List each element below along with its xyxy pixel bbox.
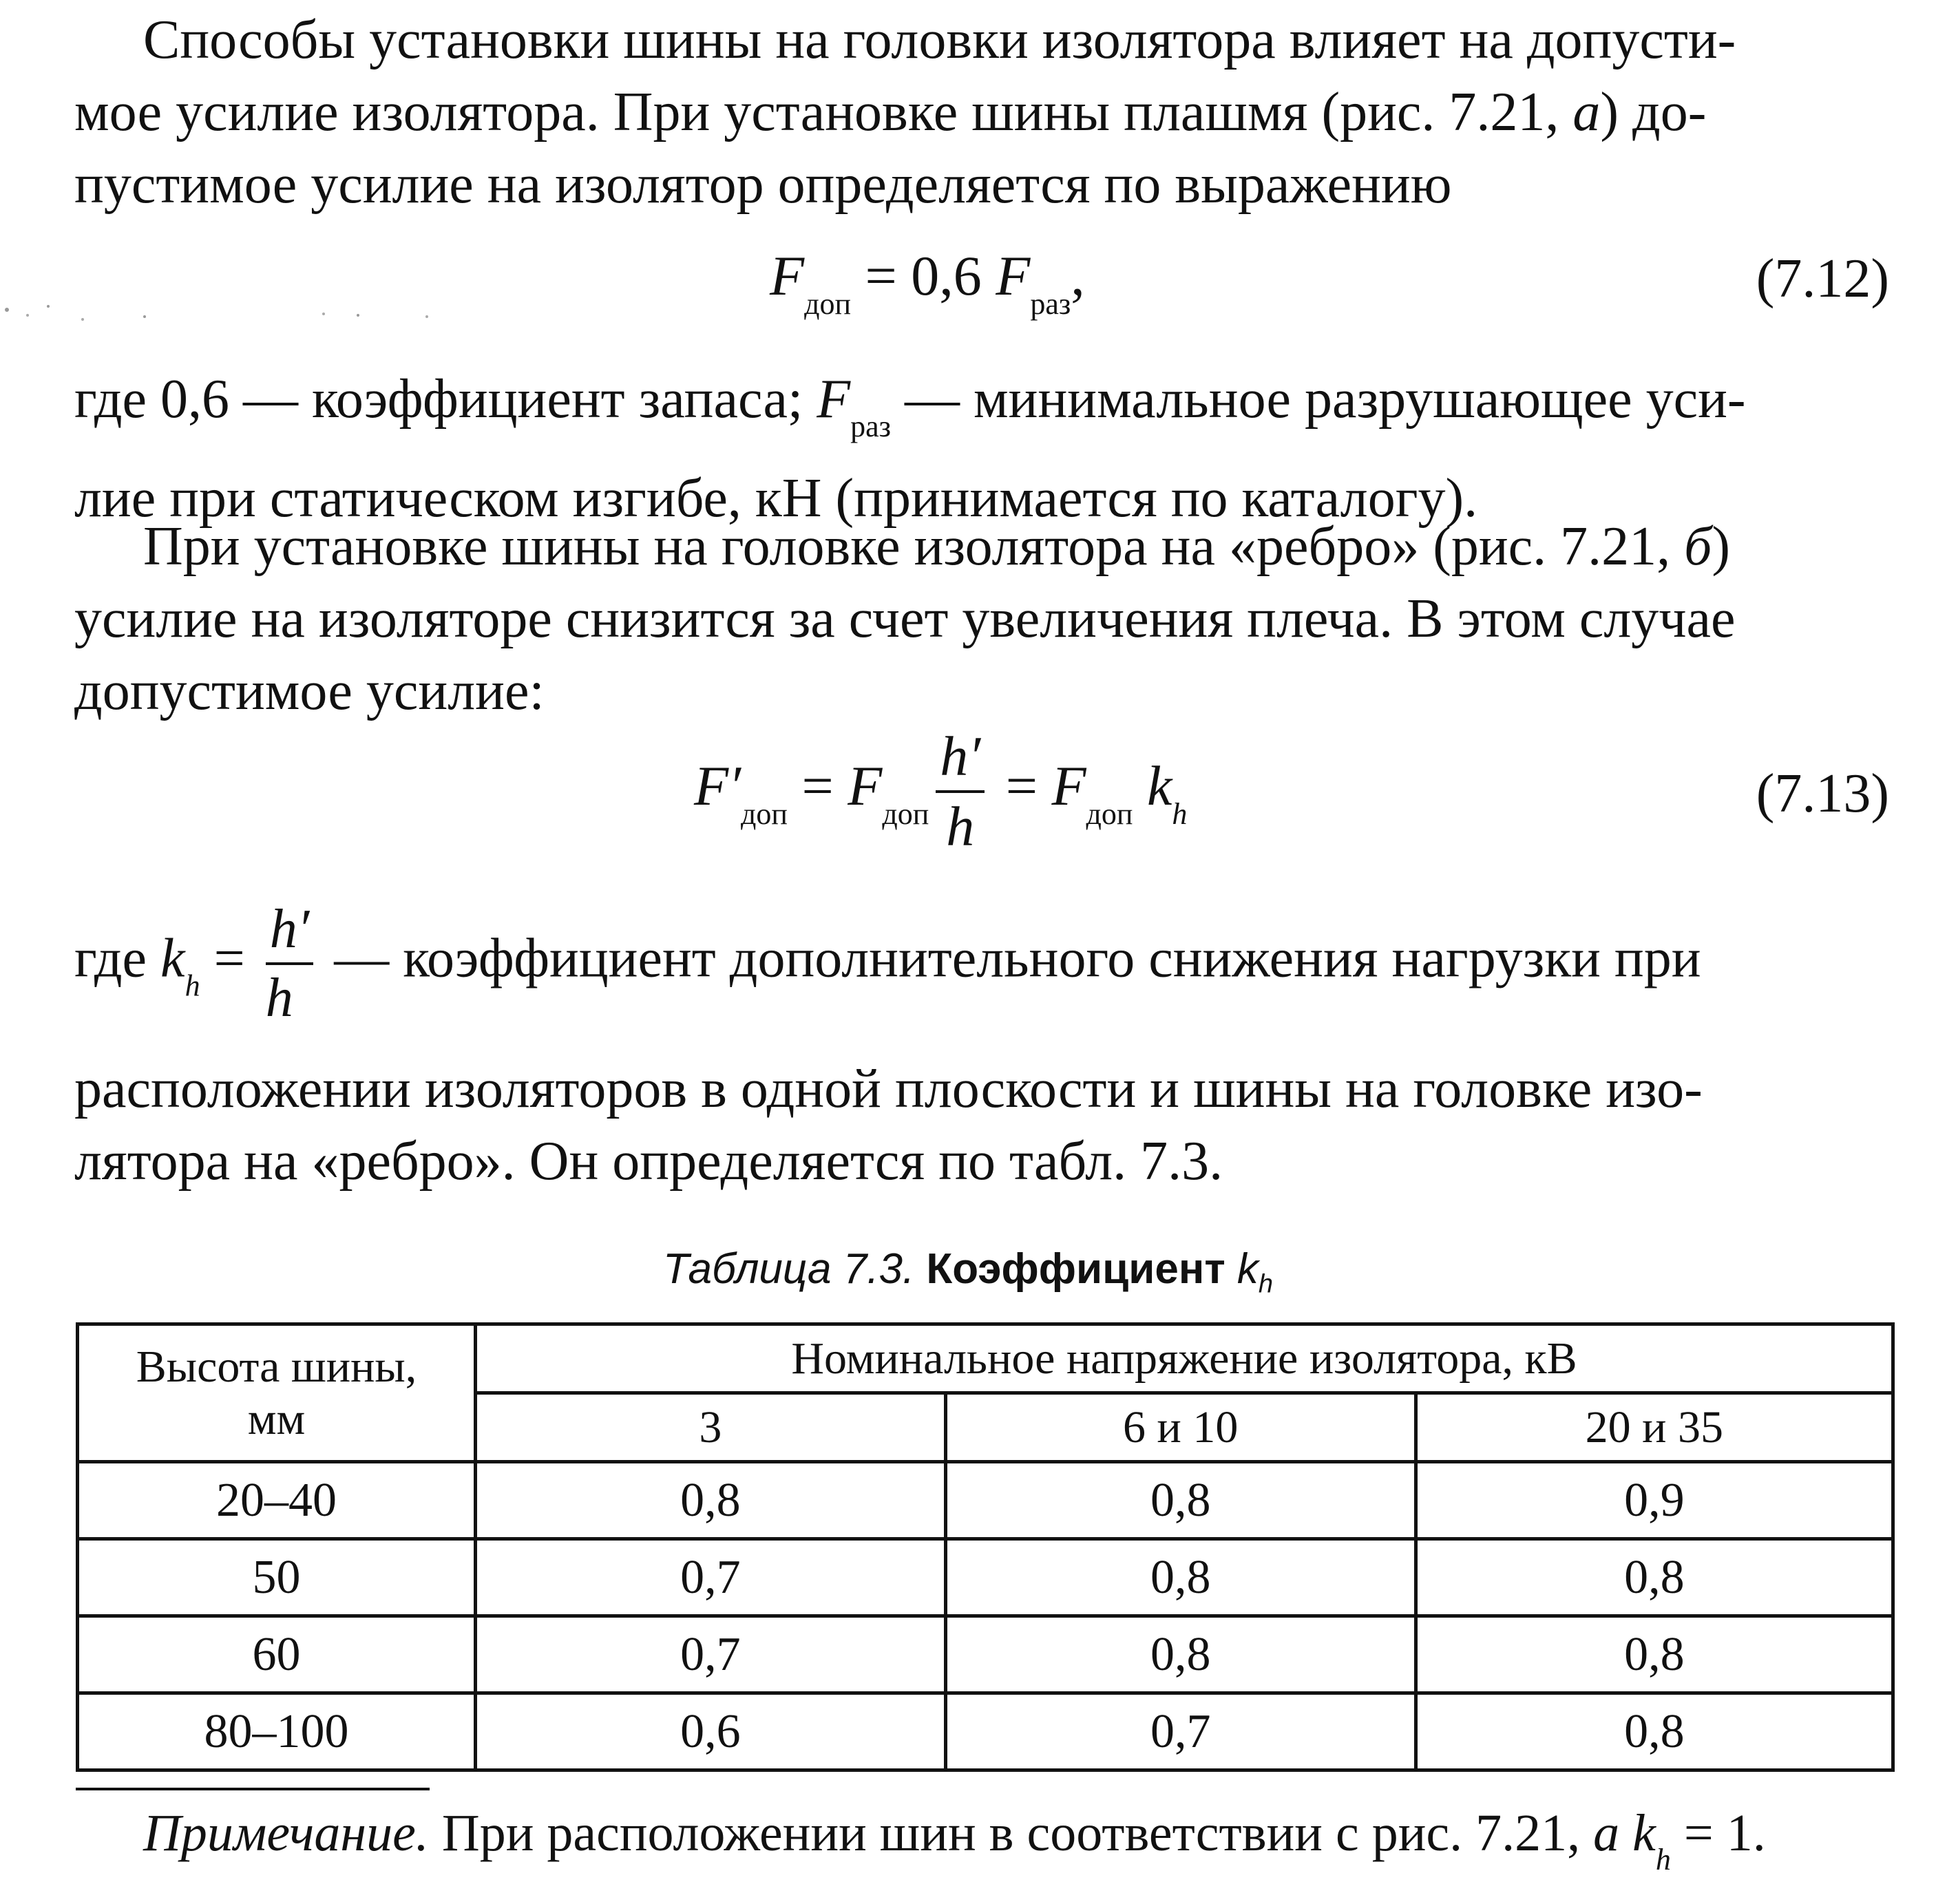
text-line: лятора на «ребро». Он определяется по табл. 7.3.	[74, 1131, 1223, 1192]
text-line: где $k_h$ = $\frac{h'}{h}$ — коэффициент дополнительного снижения нагрузки при	[74, 899, 1701, 1028]
table-header-row	[78, 1324, 1893, 1393]
cell-value: 0,6	[475, 1693, 945, 1770]
paragraph-safety-factor	[74, 363, 1889, 535]
cell-height: 80–100	[78, 1693, 476, 1770]
fraction-h-prime-over-h: $\frac{h'}{h}$	[936, 728, 985, 855]
text-line: мое усилие изолятора. При установке шины плашмя (рис. 7.21, а) до-	[74, 82, 1707, 142]
cell-value: 0,7	[945, 1693, 1416, 1770]
paragraph-kh-definition-line1	[74, 899, 1889, 1028]
header-voltage-3: 3	[475, 1393, 945, 1462]
cell-height: 20–40	[78, 1462, 476, 1539]
table-row	[78, 1539, 1893, 1616]
cell-value: 0,7	[475, 1616, 945, 1693]
equation-7-12: $F_{доп} = 0,6$ $F_{раз}$,	[770, 244, 1085, 321]
header-bus-height: Высота шины, мм	[78, 1324, 476, 1462]
table-row	[78, 1462, 1893, 1539]
cell-value: 0,8	[945, 1616, 1416, 1693]
table-row	[78, 1693, 1893, 1770]
text-line: лие при статическом изгибе, кН (принимается по каталогу).	[74, 468, 1478, 529]
cell-value: 0,8	[945, 1462, 1416, 1539]
cell-height: 50	[78, 1539, 476, 1616]
cell-value: 0,8	[475, 1462, 945, 1539]
cell-value: 0,8	[1416, 1539, 1893, 1616]
text-line: Способы установки шины на головки изолятора влияет на допусти-	[143, 10, 1736, 70]
header-nominal-voltage: Номинальное напряжение изолятора, кВ	[475, 1324, 1893, 1393]
text-line: При установке шины на головке изолятора на «ребро» (рис. 7.21, б)	[143, 516, 1731, 577]
cell-height: 60	[78, 1616, 476, 1693]
header-voltage-20-35: 20 и 35	[1416, 1393, 1893, 1462]
text-line: расположении изоляторов в одной плоскости и шины на головке изо-	[74, 1059, 1703, 1119]
text-line: допустимое усилие:	[74, 661, 545, 721]
cell-value: 0,7	[475, 1539, 945, 1616]
cell-value: 0,9	[1416, 1462, 1893, 1539]
paragraph-kh-definition	[74, 1053, 1889, 1198]
paragraph-installation-methods	[74, 4, 1889, 221]
fraction-h-prime-over-h: $\frac{h'}{h}$	[266, 902, 314, 1026]
equation-number-7-12: (7.12)	[1756, 248, 1889, 309]
table-caption: Таблица 7.3. Коэффициент $k_h$	[662, 1245, 1274, 1299]
cell-value: 0,8	[1416, 1616, 1893, 1693]
footnote-rule	[76, 1788, 430, 1790]
cell-value: 0,8	[945, 1539, 1416, 1616]
equation-number-7-13: (7.13)	[1756, 763, 1889, 824]
text-line: пустимое усилие на изолятор определяется по выражению	[74, 154, 1452, 215]
cell-value: 0,8	[1416, 1693, 1893, 1770]
text-line: усилие на изоляторе снизится за счет увеличения плеча. В этом случае	[74, 589, 1736, 649]
table-row	[78, 1616, 1893, 1693]
paragraph-edge-installation	[74, 511, 1889, 728]
equation-7-13: $F'_{доп} = F_{доп}$ $\frac{h'}{h}$ = $F_{доп}$ $k_h$	[694, 725, 1188, 858]
header-voltage-6-10: 6 и 10	[945, 1393, 1416, 1462]
table-note: Примечание. При расположении шин в соответствии с рис. 7.21, а $k_h = 1$.	[143, 1804, 1766, 1876]
text-line: где 0,6 — коэффициент запаса; $F_{раз}$ — минимальное разрушающее уси-	[74, 369, 1746, 443]
coefficient-kh-table	[76, 1322, 1895, 1772]
scan-specks	[0, 289, 482, 330]
